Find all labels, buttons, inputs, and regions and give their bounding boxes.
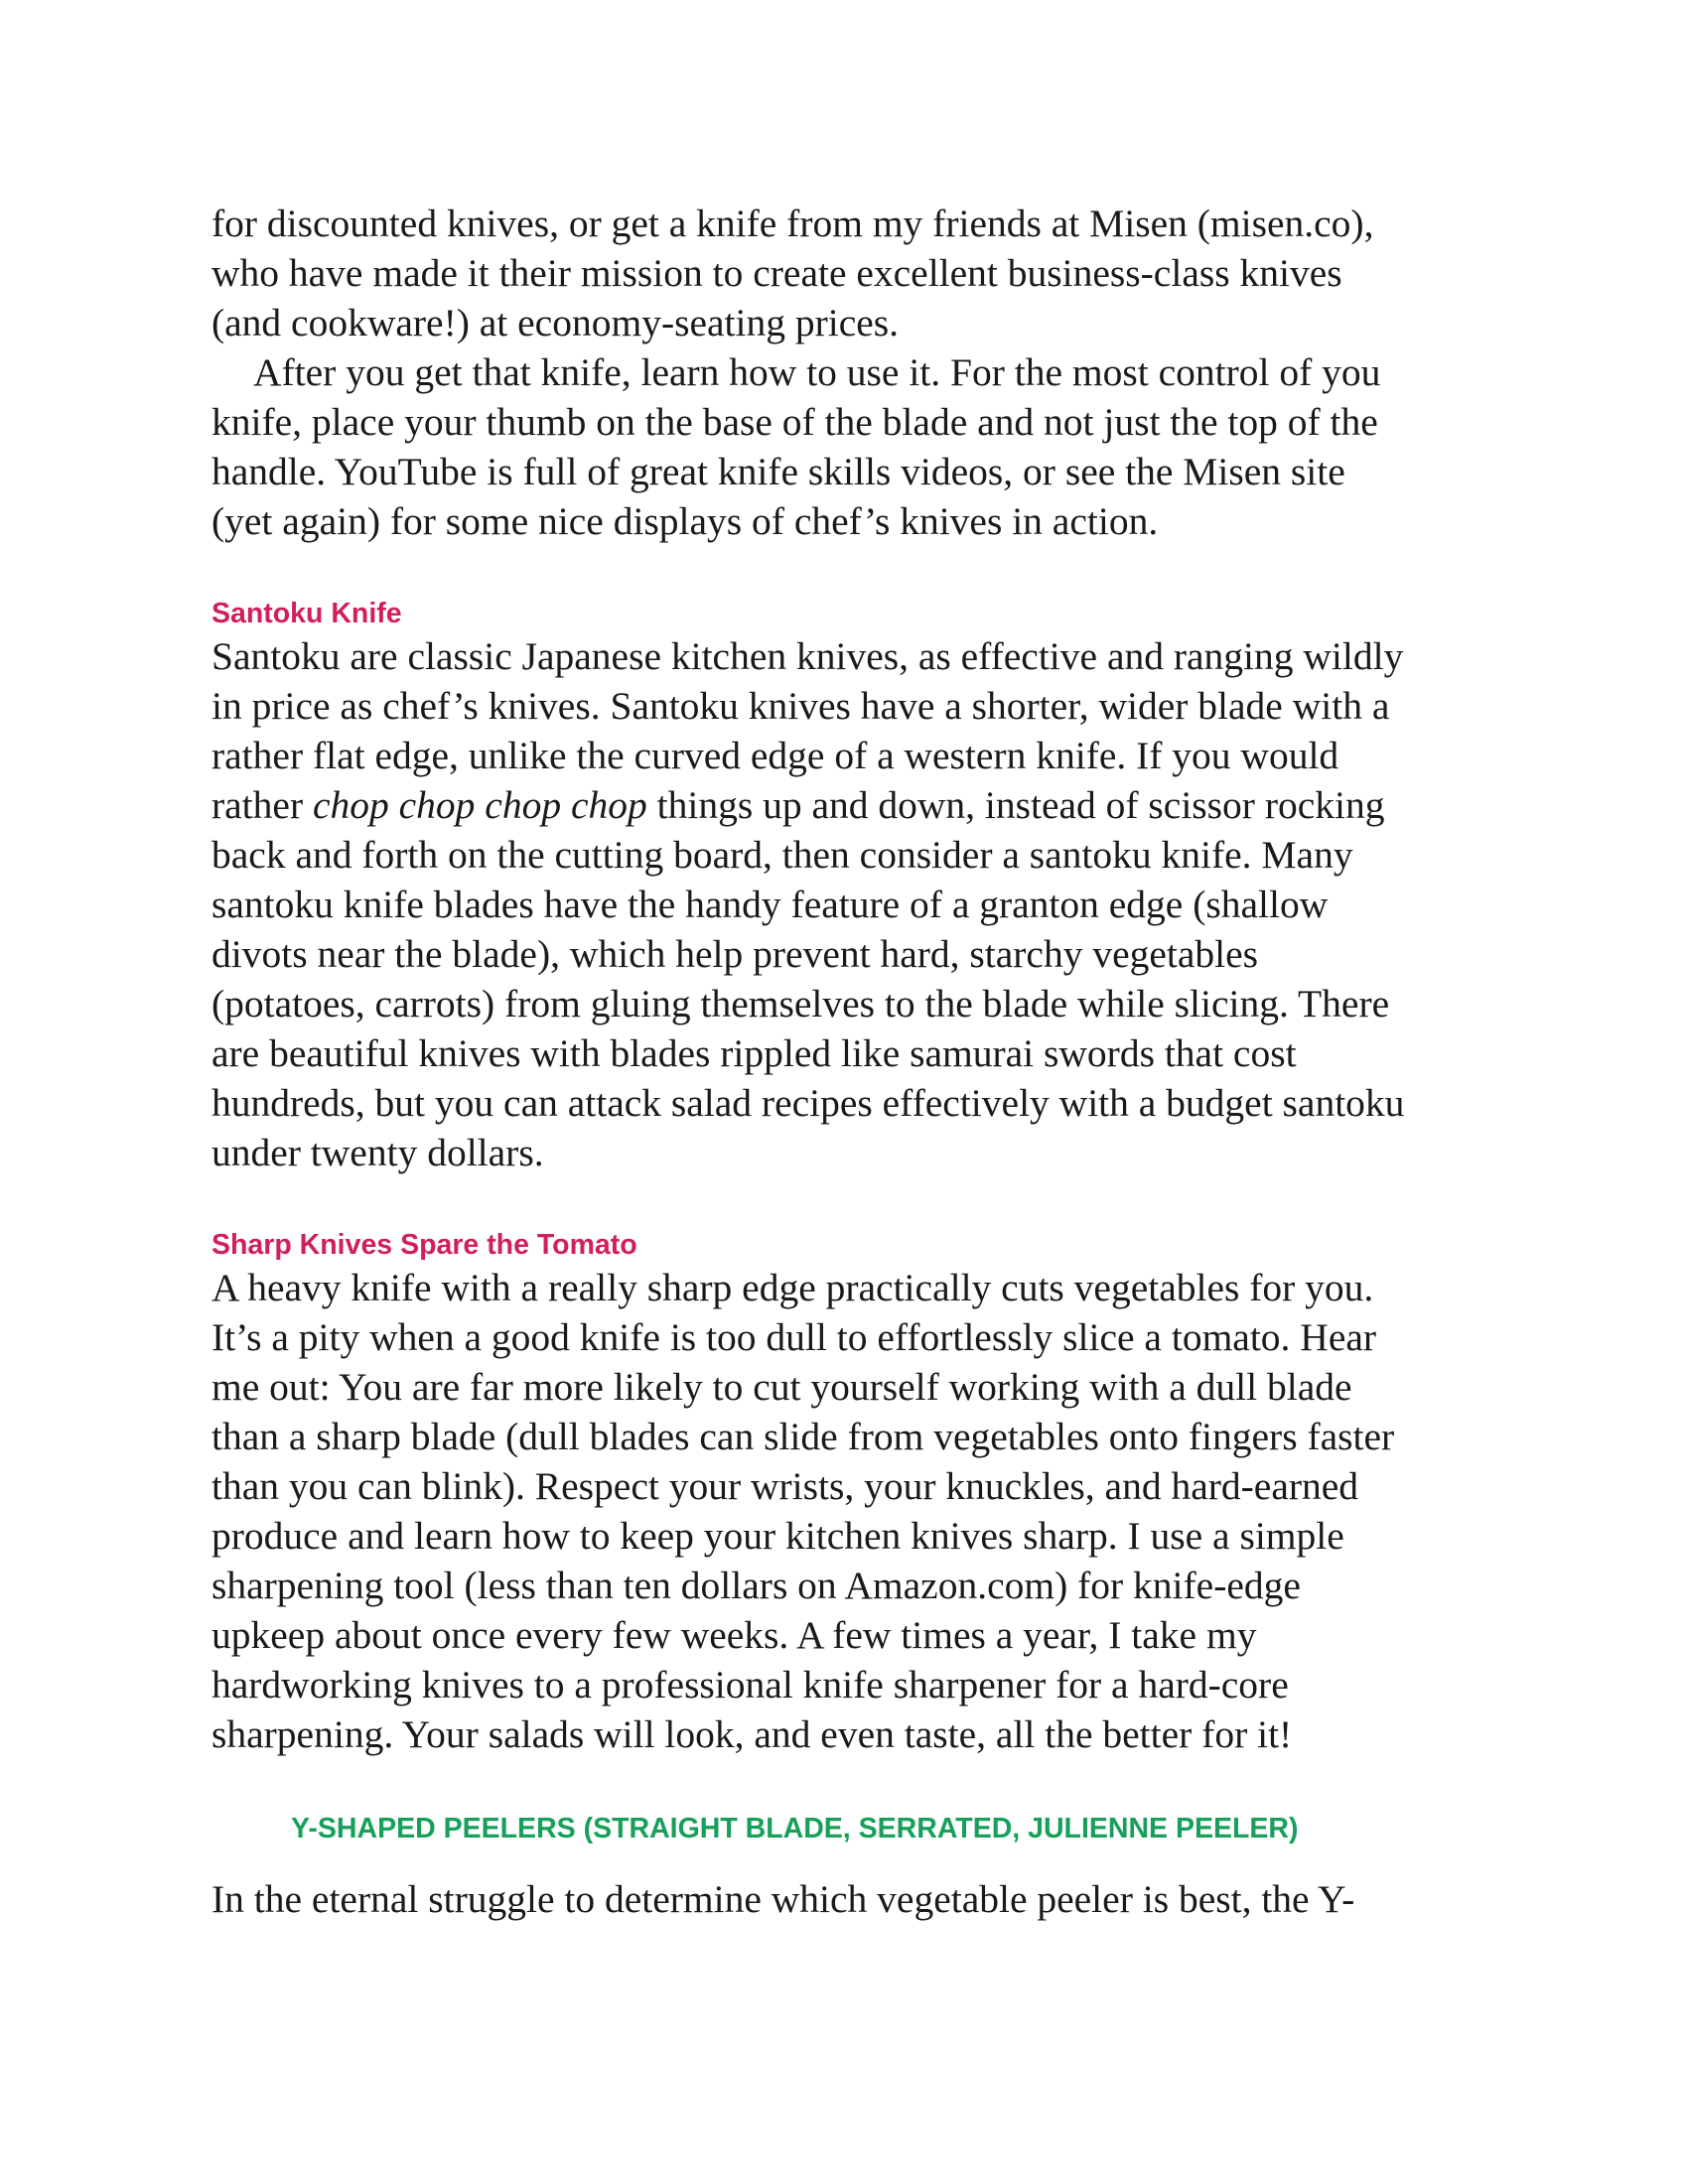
text-run: rather [211, 783, 313, 827]
text-line: produce and learn how to keep your kitchen knives sharp. I use a simple [211, 1514, 1344, 1558]
santoku-paragraph [211, 631, 1492, 1177]
text-line: who have made it their mission to create excellent business-class knives [211, 251, 1342, 295]
text-line: are beautiful knives with blades rippled like samurai swords that cost [211, 1031, 1297, 1075]
text-line: Santoku are classic Japanese kitchen knives, as effective and ranging wildly [211, 634, 1404, 678]
intro-paragraph-2 [211, 347, 1492, 546]
text-line: upkeep about once every few weeks. A few times a year, I take my [211, 1613, 1257, 1657]
subheading-santoku-knife: Santoku Knife [211, 598, 402, 629]
text-line: in price as chef’s knives. Santoku knives have a shorter, wider blade with a [211, 684, 1390, 728]
peelers-paragraph [211, 1874, 1492, 1924]
text-line: A heavy knife with a really sharp edge practically cuts vegetables for you. [211, 1266, 1374, 1309]
text-line: rather flat edge, unlike the curved edge of a western knife. If you would [211, 734, 1339, 777]
text-line [211, 780, 1492, 830]
subheading-sharp-knives: Sharp Knives Spare the Tomato [211, 1229, 637, 1261]
sharp-knives-paragraph [211, 1263, 1492, 1759]
text-line: back and forth on the cutting board, then consider a santoku knife. Many [211, 833, 1353, 877]
text-line: for discounted knives, or get a knife from my friends at Misen (misen.co), [211, 202, 1374, 245]
text-line: hardworking knives to a professional knife sharpener for a hard-core [211, 1663, 1289, 1706]
spacer [211, 1846, 1492, 1874]
text-line: It’s a pity when a good knife is too dull to effortlessly slice a tomato. Hear [211, 1315, 1377, 1359]
spacer [211, 1759, 1492, 1811]
text-line: knife, place your thumb on the base of the blade and not just the top of the [211, 400, 1378, 444]
text-line: sharpening tool (less than ten dollars on Amazon.com) for knife-edge [211, 1564, 1301, 1607]
text-line: than you can blink). Respect your wrists, your knuckles, and hard-earned [211, 1464, 1359, 1508]
text-line: under twenty dollars. [211, 1131, 544, 1174]
italic-text: chop chop chop chop [312, 783, 647, 827]
text-line: (potatoes, carrots) from gluing themselves to the blade while slicing. There [211, 982, 1390, 1025]
spacer [211, 546, 1492, 596]
text-line: sharpening. Your salads will look, and even taste, all the better for it! [211, 1712, 1293, 1756]
spacer [211, 1177, 1492, 1227]
text-line: than a sharp blade (dull blades can slide from vegetables onto fingers faster [211, 1415, 1395, 1458]
text-line: In the eternal struggle to determine which vegetable peeler is best, the Y- [211, 1877, 1355, 1921]
page-content [211, 199, 1492, 1924]
text-line: me out: You are far more likely to cut yourself working with a dull blade [211, 1365, 1352, 1409]
text-line: handle. YouTube is full of great knife skills videos, or see the Misen site [211, 450, 1345, 493]
text-line: divots near the blade), which help prevent hard, starchy vegetables [211, 932, 1259, 976]
text-line: hundreds, but you can attack salad recipes effectively with a budget santoku [211, 1081, 1405, 1125]
text-run: things up and down, instead of scissor rocking [646, 783, 1385, 827]
text-line: santoku knife blades have the handy feature of a granton edge (shallow [211, 883, 1329, 926]
section-heading-y-shaped-peelers: Y-SHAPED PEELERS (STRAIGHT BLADE, SERRATED, JULIENNE PEELER) [291, 1813, 1299, 1844]
text-line: (and cookware!) at economy-seating prices. [211, 301, 900, 344]
text-line: After you get that knife, learn how to use it. For the most control of you [253, 350, 1381, 394]
text-line: (yet again) for some nice displays of chef’s knives in action. [211, 499, 1159, 543]
intro-paragraph-1 [211, 199, 1492, 347]
